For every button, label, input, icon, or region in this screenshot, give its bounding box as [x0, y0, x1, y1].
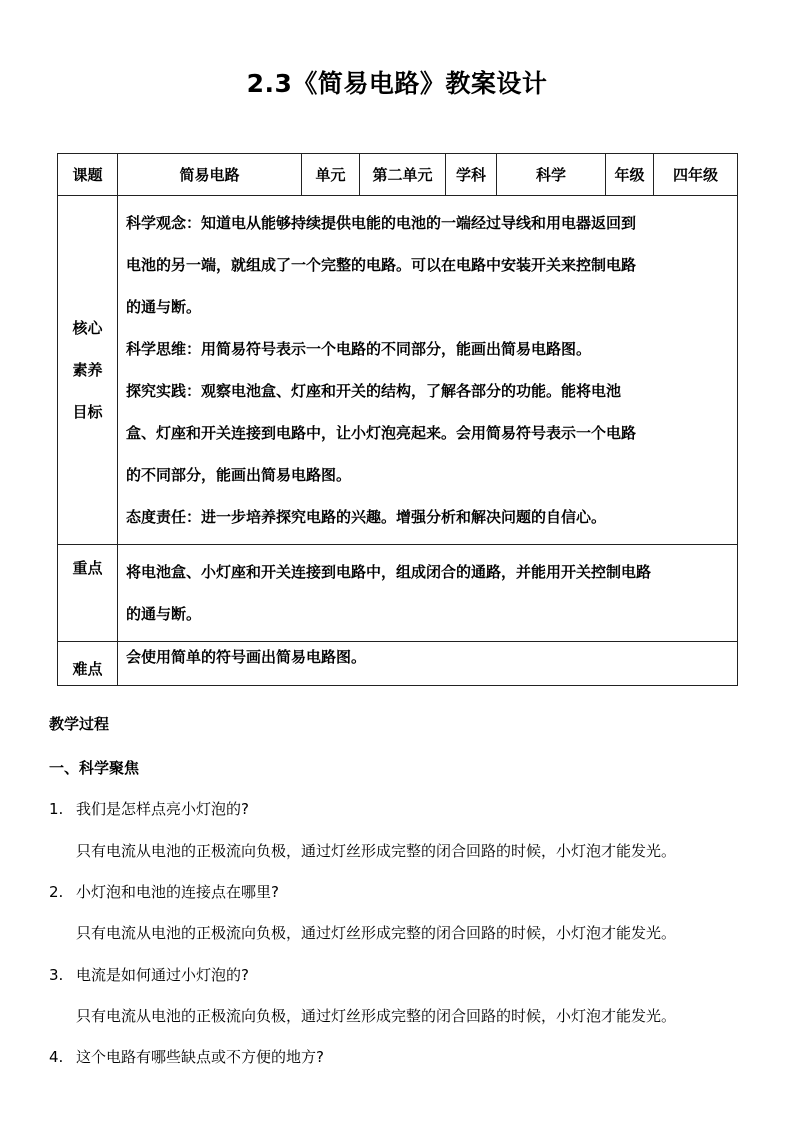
- difficulty-label: 难点: [58, 642, 118, 686]
- document-title: 2.3《简易电路》教案设计: [246, 69, 548, 98]
- core-literacy-row: [58, 196, 738, 545]
- question-text: 这个电路有哪些缺点或不方便的地方?: [76, 1048, 324, 1066]
- question-number: 3.: [49, 966, 64, 984]
- question-text: 电流是如何通过小灯泡的?: [76, 966, 249, 984]
- content-line: 探究实践：观察电池盒、灯座和开关的结构，了解各部分的功能。能将电池: [126, 382, 622, 400]
- lesson-plan-table: [57, 153, 738, 686]
- key-point-label: 重点: [58, 545, 118, 642]
- content-line: 态度责任：进一步培养探究电路的兴趣。增强分析和解决问题的自信心。: [126, 508, 607, 526]
- topic-value: 简易电路: [118, 154, 302, 196]
- grade-value: 四年级: [654, 154, 738, 196]
- section-heading: 一、科学聚焦: [49, 759, 140, 777]
- topic-label: 课题: [58, 154, 118, 196]
- unit-label: 单元: [302, 154, 360, 196]
- core-literacy-label: 核心 素养 目标: [58, 196, 118, 545]
- header-row: [58, 154, 738, 196]
- core-literacy-content: [118, 196, 738, 545]
- question-number: 1.: [49, 800, 64, 818]
- question-item: [49, 881, 279, 902]
- difficulty-row: [58, 642, 738, 686]
- key-point-row: [58, 545, 738, 642]
- question-number: 4.: [49, 1048, 64, 1066]
- answer-text: 只有电流从电池的正极流向负极，通过灯丝形成完整的闭合回路的时候，小灯泡才能发光。: [76, 924, 677, 942]
- content-line: 的通与断。: [126, 605, 202, 623]
- content-line: 科学观念：知道电从能够持续提供电能的电池的一端经过导线和用电器返回到: [126, 214, 637, 232]
- teaching-process-heading: 教学过程: [49, 715, 110, 733]
- content-line: 盒、灯座和开关连接到电路中，让小灯泡亮起来。会用简易符号表示一个电路: [126, 424, 637, 442]
- question-item: [49, 1046, 324, 1067]
- question-item: [49, 964, 249, 985]
- key-point-content: [118, 545, 738, 642]
- grade-label: 年级: [606, 154, 654, 196]
- content-line: 会使用简单的符号画出简易电路图。: [126, 648, 367, 666]
- question-text: 我们是怎样点亮小灯泡的?: [76, 800, 249, 818]
- answer-text: 只有电流从电池的正极流向负极，通过灯丝形成完整的闭合回路的时候，小灯泡才能发光。: [76, 1007, 677, 1025]
- content-line: 将电池盒、小灯座和开关连接到电路中，组成闭合的通路，并能用开关控制电路: [126, 563, 652, 581]
- content-line: 的不同部分，能画出简易电路图。: [126, 466, 352, 484]
- content-line: 科学思维：用简易符号表示一个电路的不同部分，能画出简易电路图。: [126, 340, 592, 358]
- content-line: 的通与断。: [126, 298, 202, 316]
- content-line: 电池的另一端，就组成了一个完整的电路。可以在电路中安装开关来控制电路: [126, 256, 637, 274]
- answer-text: 只有电流从电池的正极流向负极，通过灯丝形成完整的闭合回路的时候，小灯泡才能发光。: [76, 842, 677, 860]
- subject-label: 学科: [446, 154, 497, 196]
- question-text: 小灯泡和电池的连接点在哪里?: [76, 883, 279, 901]
- unit-value: 第二单元: [360, 154, 446, 196]
- question-number: 2.: [49, 883, 64, 901]
- difficulty-content: [118, 642, 738, 686]
- subject-value: 科学: [497, 154, 606, 196]
- question-item: [49, 798, 249, 819]
